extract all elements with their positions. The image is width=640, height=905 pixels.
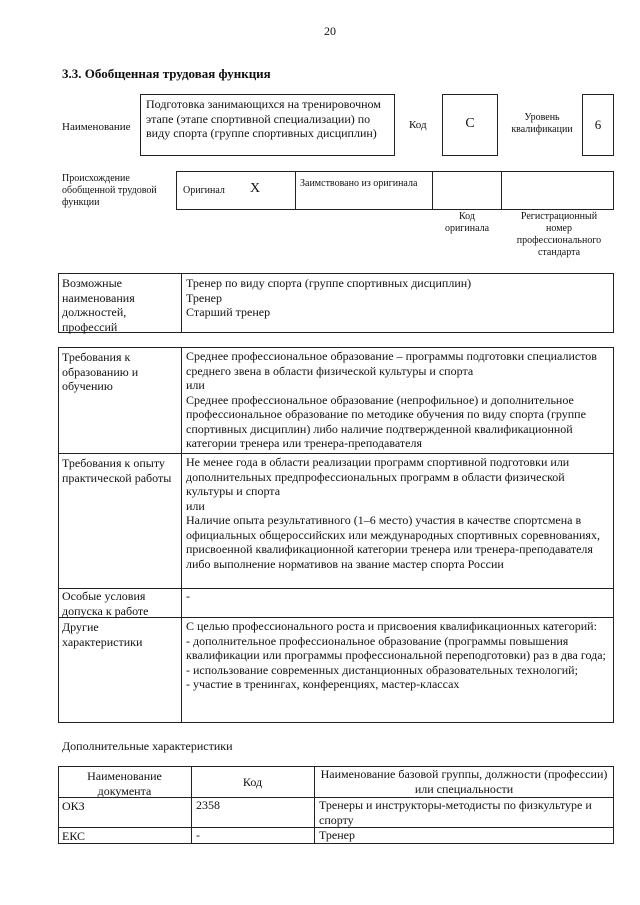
positions-label: Возможные наименования должностей, профессий: [62, 276, 135, 334]
level-label: Уровень квалификации: [511, 112, 573, 135]
additional-title: Дополнительные характеристики: [62, 739, 233, 753]
header-code: Код: [242, 775, 263, 789]
borrowed-label: Заимствовано из оригинала: [300, 178, 418, 189]
experience-label: Требования к опыту практической работы: [62, 456, 172, 485]
other-text: С целью профессионального роста и присвоения квалификационных категорий: - дополнительное профессиональное образование (программы повышения квалификации или программы профессиональной переподготовки) раз в два года; - использование современных дистанционных образовательных технологий; - участие в тренингах, конференциях, мастер-классах: [186, 619, 606, 691]
other-label: Другие характеристики: [62, 620, 143, 649]
code-original-caption: Код оригинала: [444, 211, 490, 234]
row-okz-document: ОКЗ: [62, 799, 85, 813]
education-text: Среднее профессиональное образование – программы подготовки специалистов среднего звена в области физической культуры и спорта или Среднее профессиональное образование (непрофильное) и дополнительное профессиональное образование по методике обучения по виду спорта (группе спортивных дисциплин) либо наличие подтвержденной квалификационной категории тренера или тренера-преподавателя: [186, 349, 597, 450]
row-eks-document: ЕКС: [62, 829, 86, 843]
name-value: Подготовка занимающихся на тренировочном этапе (этапе спортивной специализации) по виду спорта (группе спортивных дисциплин): [146, 97, 381, 140]
admission-label: Особые условия допуска к работе: [62, 589, 149, 618]
code-label: Код: [409, 119, 427, 131]
position-item: Тренер: [186, 290, 222, 305]
position-item: Старший тренер: [186, 305, 271, 319]
header-group: Наименование базовой группы, должности (профессии) или специальности: [320, 767, 608, 796]
section-title: 3.3. Обобщенная трудовая функция: [62, 66, 271, 81]
row-okz-group: Тренеры и инструкторы-методисты по физкультуре и спорту: [319, 798, 592, 827]
experience-text: Не менее года в области реализации программ спортивной подготовки или дополнительных предпрофессиональных программ в области физической культуры и спорта или Наличие опыта результативного (1–6 место) участия в качестве спортсмена в официальных общероссийских или международных спортивных соревнованиях, присвоенной квалификационной категории тренера или тренера-преподавателя либо выполнение нормативов на звание мастер спорта России: [186, 455, 600, 571]
name-label: Наименование: [62, 121, 131, 133]
level-value-cell: [582, 94, 614, 156]
origin-table: [176, 171, 614, 210]
education-label: Требования к образованию и обучению: [62, 350, 139, 393]
original-label: Оригинал: [183, 185, 225, 196]
code-value: C: [465, 116, 475, 131]
original-mark: X: [250, 181, 261, 196]
row-eks-code: -: [196, 828, 200, 842]
reg-number-caption: Регистрационный номер профессионального стандарта: [516, 211, 602, 258]
header-document: Наименование документа: [87, 769, 162, 798]
code-value-cell: [442, 94, 498, 156]
admission-text: -: [186, 589, 190, 603]
position-item: Тренер по виду спорта (группе спортивных дисциплин): [186, 276, 472, 290]
name-value-cell: [140, 94, 395, 156]
origin-label: Происхождение обобщенной трудовой функции: [62, 173, 157, 208]
row-okz-code: 2358: [196, 798, 220, 812]
positions-list: [186, 276, 606, 320]
row-eks-group: Тренер: [319, 828, 355, 842]
page-number: 20: [324, 24, 336, 38]
level-value: 6: [594, 117, 602, 132]
